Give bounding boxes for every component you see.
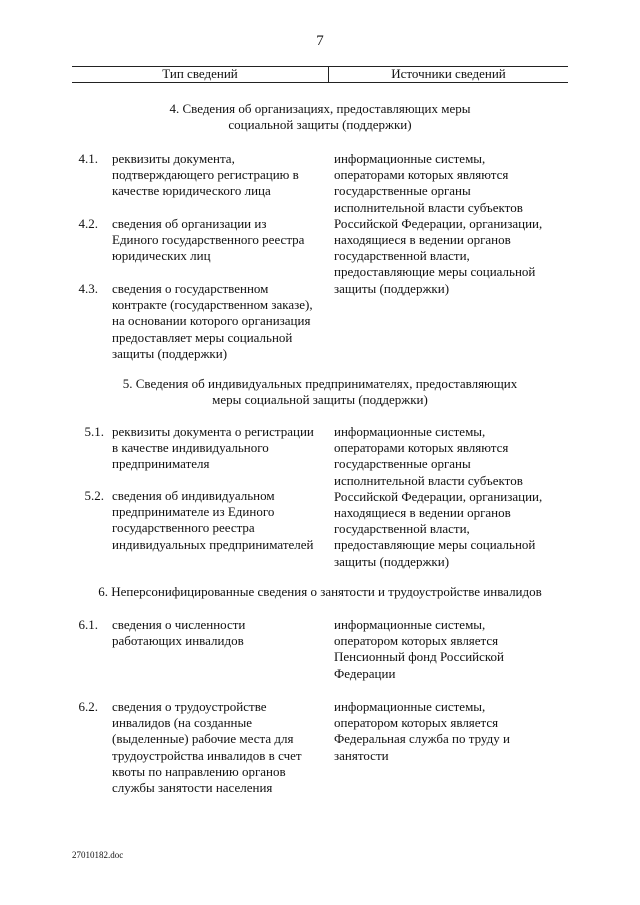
item-text-5-1 — [112, 424, 332, 473]
item-line: реквизиты документа, — [112, 151, 235, 166]
item-line: инвалидов (на созданные — [112, 715, 252, 731]
item-number-5-2: 5.2. — [84, 488, 104, 503]
section-6-title — [72, 584, 568, 600]
item-text-5-2 — [112, 488, 332, 553]
footer-document-code: 27010182.doc — [72, 850, 124, 860]
item-line: предпринимателе из Единого — [112, 504, 275, 520]
item-number-6-2: 6.2. — [78, 699, 98, 714]
item-line: сведения об индивидуальном — [112, 488, 275, 503]
section-5-title — [72, 376, 568, 408]
item-line: сведения о численности — [112, 617, 246, 632]
section-5-sources — [334, 424, 570, 570]
source-line: находящиеся в ведении органов — [334, 505, 511, 521]
source-line: Федеральная служба по труду и — [334, 731, 510, 747]
source-line: информационные системы, — [334, 151, 486, 166]
item-text-4-1 — [112, 151, 332, 200]
source-line: оператором которых является — [334, 715, 499, 731]
source-line: оператором которых является — [334, 633, 499, 649]
source-line: Российской Федерации, организации, — [334, 488, 543, 504]
section-4-title — [72, 101, 568, 133]
source-line: операторами которых являются — [334, 167, 509, 183]
item-line: сведения об организации из — [112, 216, 267, 231]
section-4-sources — [334, 151, 570, 297]
source-line: находящиеся в ведении органов — [334, 232, 511, 248]
section-title-line: 5. Сведения об индивидуальных предпринимателях, предоставляющих — [122, 376, 518, 391]
item-line: индивидуальных предпринимателей — [112, 536, 314, 552]
item-line: предоставляет меры социальной — [112, 329, 293, 345]
item-line: Единого государственного реестра — [112, 232, 305, 248]
item-number-6-1: 6.1. — [78, 617, 98, 632]
item-line: подтверждающего регистрацию в — [112, 167, 299, 183]
source-line: защиты (поддержки) — [334, 553, 450, 569]
column-header-source: Источники сведений — [391, 66, 506, 81]
source-line: исполнительной власти субъектов — [334, 472, 523, 488]
section-title-line: меры социальной защиты (поддержки) — [212, 392, 428, 408]
item-line: службы занятости населения — [112, 780, 273, 796]
source-line: государственной власти, — [334, 248, 470, 264]
source-line: Федерации — [334, 665, 396, 681]
item-text-6-1 — [112, 617, 332, 649]
source-line: Российской Федерации, организации, — [334, 215, 543, 231]
item-line: сведения о государственном — [112, 281, 269, 296]
source-line: информационные системы, — [334, 699, 486, 714]
item-line: квоты по направлению органов — [112, 763, 286, 779]
item-text-6-2 — [112, 699, 332, 796]
section-title-line: 4. Сведения об организациях, предоставляющих меры — [169, 101, 471, 116]
item-number-4-3: 4.3. — [78, 281, 98, 296]
source-line: исполнительной власти субъектов — [334, 199, 523, 215]
section-title-line: 6. Неперсонифицированные сведения о занятости и трудоустройстве инвалидов — [98, 584, 542, 599]
page-number: 7 — [316, 33, 324, 49]
item-sources-6-1 — [334, 617, 570, 682]
item-number-5-1: 5.1. — [84, 424, 104, 439]
item-line: трудоустройства инвалидов в счет — [112, 747, 302, 763]
item-line: качестве юридического лица — [112, 183, 271, 199]
item-line: государственного реестра — [112, 520, 255, 536]
table-header-rule-bottom — [72, 82, 568, 83]
source-line: государственные органы — [334, 183, 471, 199]
source-line: государственной власти, — [334, 521, 470, 537]
section-title-line: социальной защиты (поддержки) — [228, 117, 412, 133]
item-number-4-2: 4.2. — [78, 216, 98, 231]
source-line: предоставляющие меры социальной — [334, 537, 536, 553]
source-line: защиты (поддержки) — [334, 280, 450, 296]
item-line: юридических лиц — [112, 248, 211, 264]
item-text-4-3 — [112, 281, 332, 362]
item-line: (выделенные) рабочие места для — [112, 731, 294, 747]
item-line: работающих инвалидов — [112, 633, 244, 649]
item-sources-6-2 — [334, 699, 570, 764]
column-header-type: Тип сведений — [162, 66, 238, 81]
source-line: информационные системы, — [334, 617, 486, 632]
source-line: Пенсионный фонд Российской — [334, 649, 505, 665]
source-line: занятости — [334, 747, 389, 763]
item-line: реквизиты документа о регистрации — [112, 424, 314, 439]
source-line: предоставляющие меры социальной — [334, 264, 536, 280]
item-number-4-1: 4.1. — [78, 151, 98, 166]
source-line: операторами которых являются — [334, 440, 509, 456]
item-line: сведения о трудоустройстве — [112, 699, 267, 714]
item-line: предпринимателя — [112, 456, 210, 472]
item-line: на основании которого организация — [112, 313, 311, 329]
source-line: государственные органы — [334, 456, 471, 472]
item-line: контракте (государственном заказе), — [112, 297, 313, 313]
item-line: защиты (поддержки) — [112, 345, 228, 361]
item-text-4-2 — [112, 216, 332, 265]
item-line: в качестве индивидуального — [112, 440, 269, 456]
source-line: информационные системы, — [334, 424, 486, 439]
